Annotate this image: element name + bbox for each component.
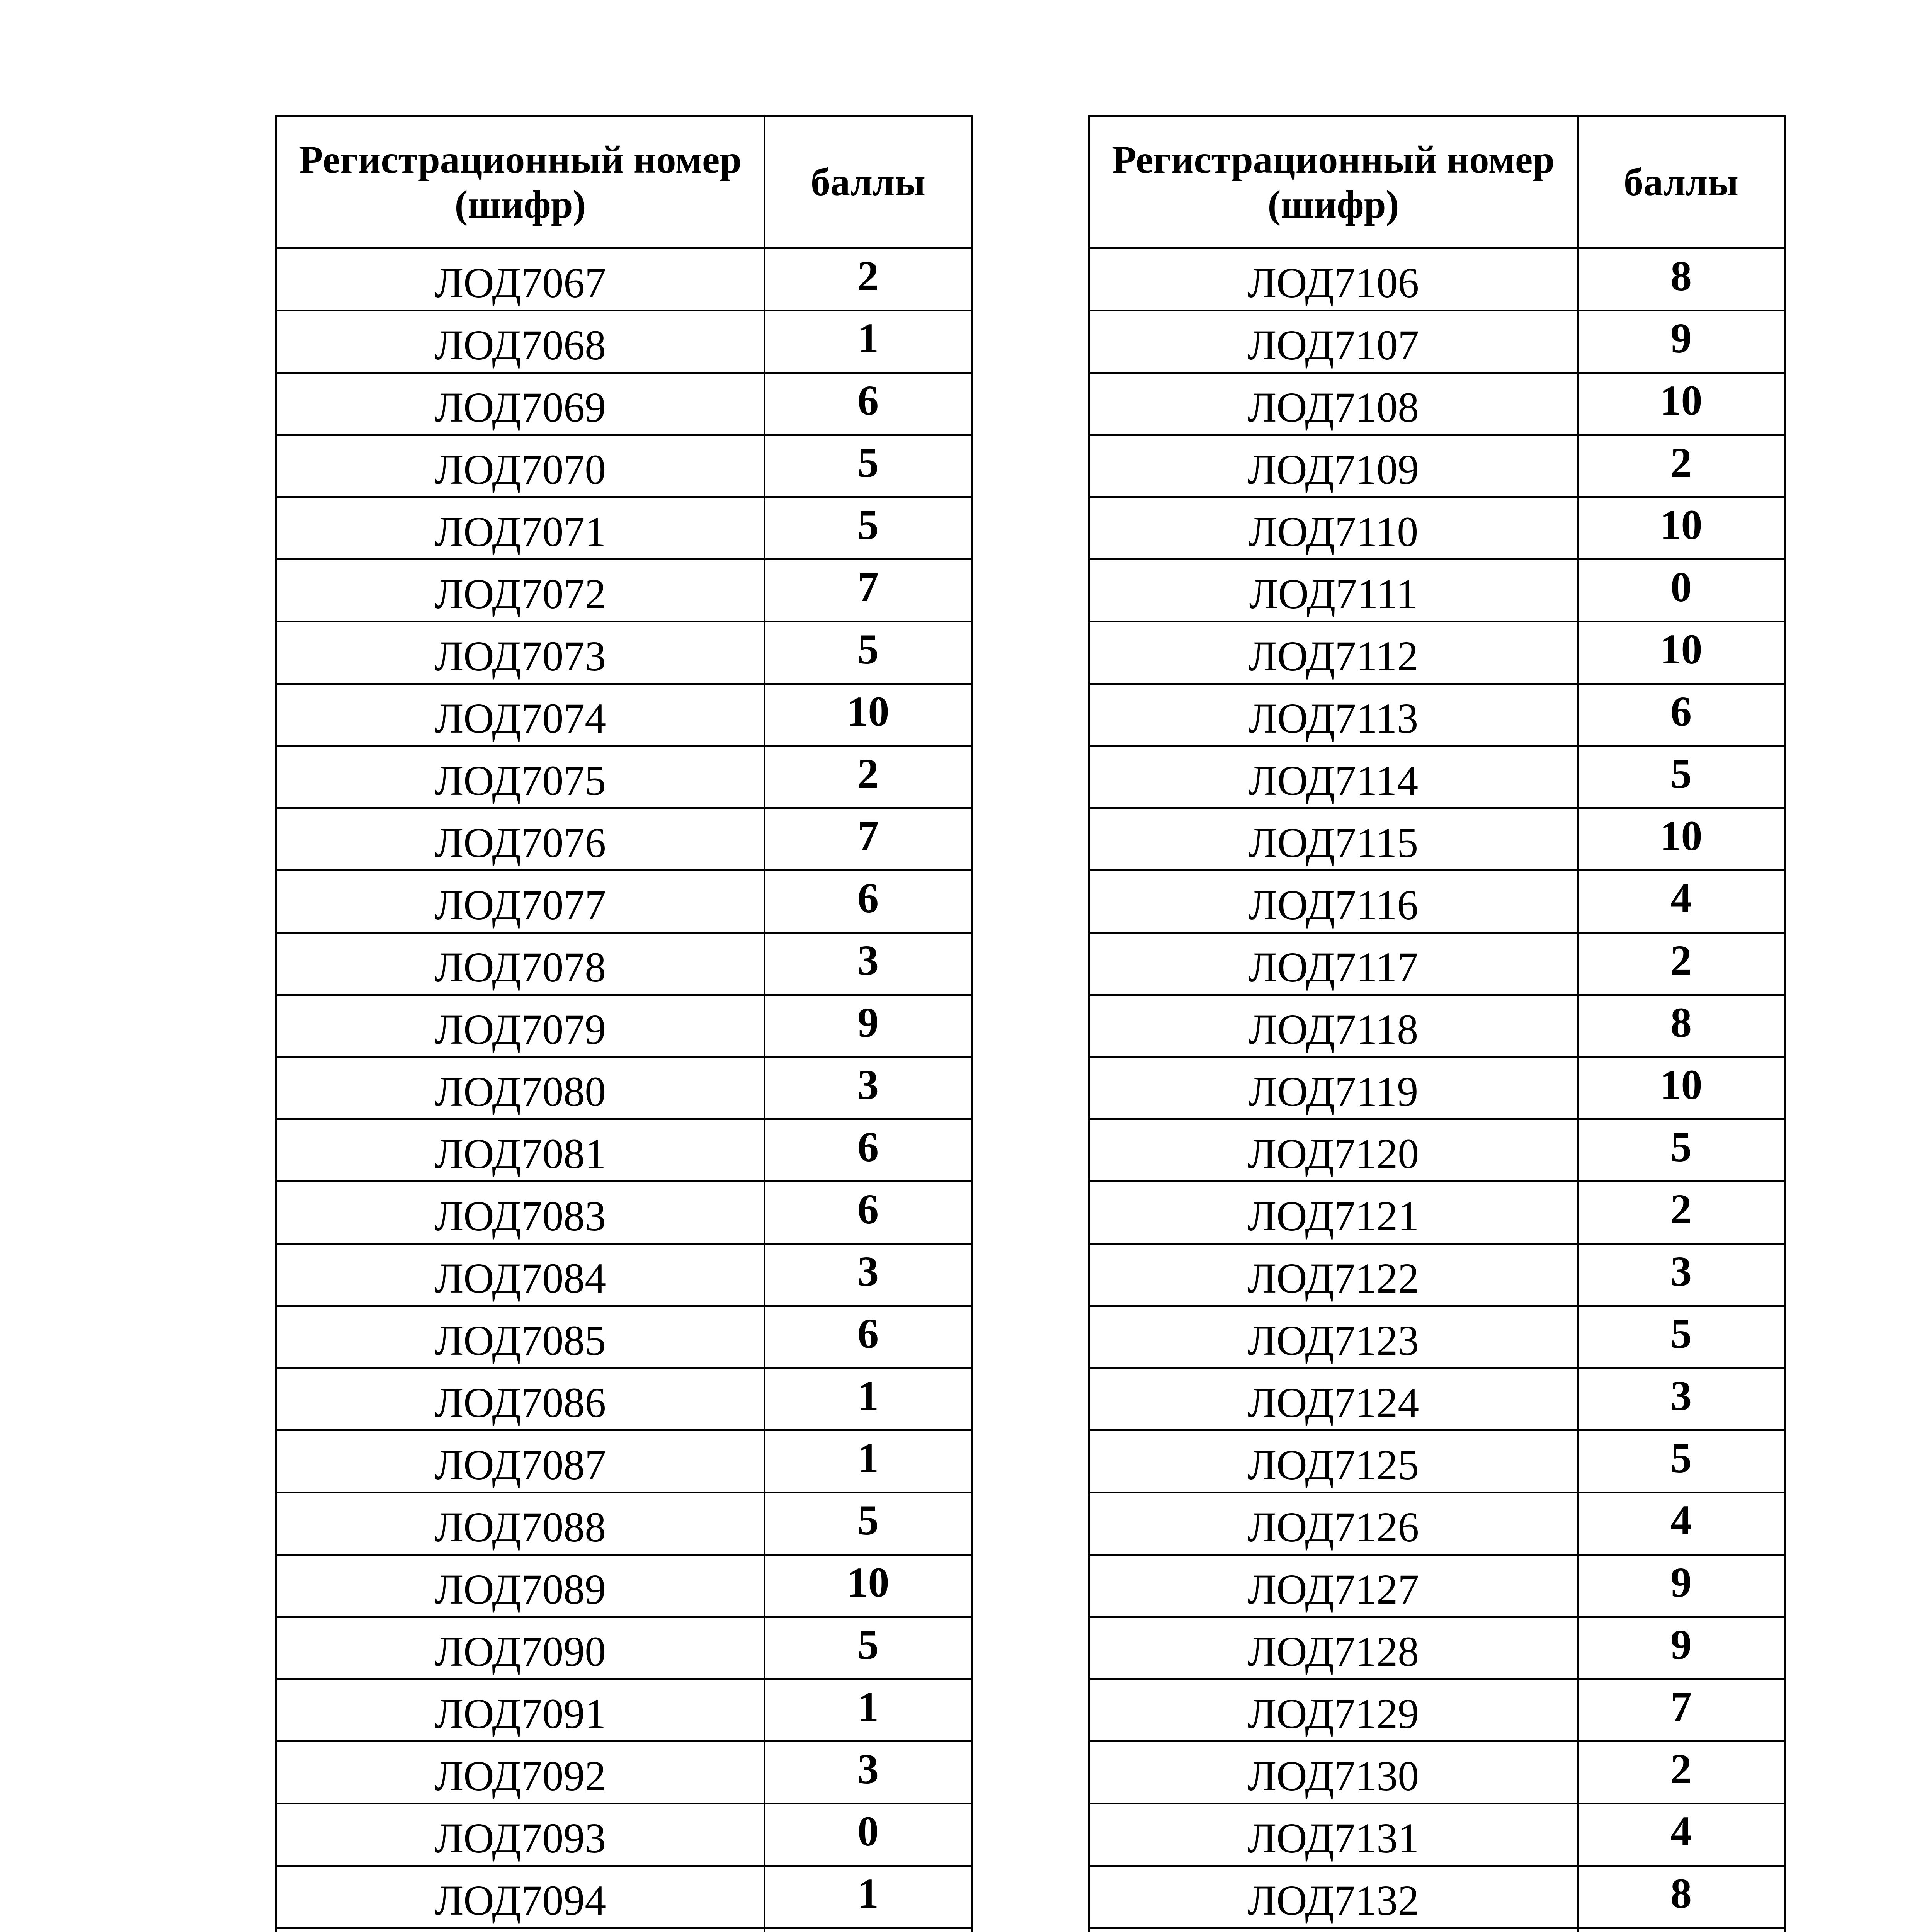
table-row (1089, 560, 1785, 622)
score-cell: 10 (1578, 808, 1785, 871)
score-cell: 5 (765, 497, 972, 560)
score-cell: 2 (765, 746, 972, 808)
registration-number-cell: ЛОД7067 (276, 248, 765, 311)
registration-number-cell: ЛОД7074 (276, 684, 765, 746)
table-row (276, 373, 972, 435)
score-cell: 10 (1578, 622, 1785, 684)
table-row (276, 1493, 972, 1555)
table-row (276, 248, 972, 311)
registration-number-cell: ЛОД7083 (276, 1182, 765, 1244)
table-row (276, 1057, 972, 1119)
table-row (276, 1244, 972, 1306)
table-body-right (1089, 248, 1785, 1932)
score-cell: 5 (765, 435, 972, 497)
table-row (276, 1679, 972, 1742)
score-cell: 5 (1578, 1430, 1785, 1493)
score-cell: 3 (765, 1244, 972, 1306)
table-row (1089, 808, 1785, 871)
registration-number-cell: ЛОД7079 (276, 995, 765, 1057)
registration-number-cell: ЛОД7091 (276, 1679, 765, 1742)
score-cell: 8 (1578, 248, 1785, 311)
registration-number-cell: ЛОД7068 (276, 311, 765, 373)
table-row (1089, 311, 1785, 373)
registration-number-cell: ЛОД7092 (276, 1742, 765, 1804)
results-table-right (1088, 115, 1786, 1932)
registration-number-cell: ЛОД7119 (1089, 1057, 1578, 1119)
score-cell (765, 1928, 972, 1932)
score-cell: 2 (1578, 1182, 1785, 1244)
table-body-left (276, 248, 972, 1932)
registration-number-cell: ЛОД7085 (276, 1306, 765, 1368)
score-cell: 8 (1578, 1866, 1785, 1928)
table-row (276, 497, 972, 560)
table-row (1089, 1244, 1785, 1306)
score-cell: 3 (765, 1057, 972, 1119)
registration-number-cell: ЛОД7077 (276, 871, 765, 933)
registration-number-cell: ЛОД7116 (1089, 871, 1578, 933)
table-row (276, 1617, 972, 1679)
registration-number-cell (276, 1928, 765, 1932)
table-row (276, 1804, 972, 1866)
score-cell: 2 (765, 248, 972, 311)
score-cell: 10 (1578, 497, 1785, 560)
table-row (1089, 1928, 1785, 1932)
score-cell: 1 (765, 1368, 972, 1430)
registration-number-cell: ЛОД7106 (1089, 248, 1578, 311)
score-cell: 4 (1578, 871, 1785, 933)
registration-number-cell: ЛОД7075 (276, 746, 765, 808)
score-cell: 1 (765, 1866, 972, 1928)
score-cell: 7 (765, 808, 972, 871)
registration-number-cell: ЛОД7131 (1089, 1804, 1578, 1866)
score-cell: 1 (765, 1679, 972, 1742)
score-cell: 9 (1578, 311, 1785, 373)
table-header-row (1089, 116, 1785, 248)
registration-number-cell: ЛОД7118 (1089, 995, 1578, 1057)
registration-number-cell: ЛОД7114 (1089, 746, 1578, 808)
table-row (1089, 248, 1785, 311)
table-row (1089, 435, 1785, 497)
registration-number-cell: ЛОД7072 (276, 560, 765, 622)
registration-number-cell: ЛОД7117 (1089, 933, 1578, 995)
table-row (1089, 1742, 1785, 1804)
score-cell: 5 (1578, 746, 1785, 808)
score-cell: 3 (1578, 1244, 1785, 1306)
table-row (276, 1555, 972, 1617)
registration-number-cell: ЛОД7073 (276, 622, 765, 684)
registration-number-cell: ЛОД7111 (1089, 560, 1578, 622)
registration-number-cell: ЛОД7113 (1089, 684, 1578, 746)
registration-number-cell: ЛОД7069 (276, 373, 765, 435)
registration-number-cell: ЛОД7094 (276, 1866, 765, 1928)
table-row (1089, 1057, 1785, 1119)
table-row (276, 1866, 972, 1928)
registration-number-cell: ЛОД7130 (1089, 1742, 1578, 1804)
registration-number-cell: ЛОД7132 (1089, 1866, 1578, 1928)
registration-number-cell (1089, 1928, 1578, 1932)
table-row (276, 808, 972, 871)
score-cell: 6 (765, 1306, 972, 1368)
score-cell: 4 (1578, 1804, 1785, 1866)
score-cell: 0 (1578, 560, 1785, 622)
score-cell: 6 (765, 1119, 972, 1182)
header-registration-number: Регистрационный номер (шифр) (1089, 116, 1578, 248)
registration-number-cell: ЛОД7089 (276, 1555, 765, 1617)
table-row (276, 1742, 972, 1804)
table-row (1089, 1617, 1785, 1679)
score-cell: 5 (765, 1617, 972, 1679)
registration-number-cell: ЛОД7129 (1089, 1679, 1578, 1742)
table-row (1089, 1679, 1785, 1742)
registration-number-cell: ЛОД7126 (1089, 1493, 1578, 1555)
score-cell: 2 (1578, 435, 1785, 497)
registration-number-cell: ЛОД7120 (1089, 1119, 1578, 1182)
header-score: баллы (1578, 116, 1785, 248)
registration-number-cell: ЛОД7125 (1089, 1430, 1578, 1493)
header-registration-number: Регистрационный номер (шифр) (276, 116, 765, 248)
score-cell: 3 (765, 1742, 972, 1804)
score-cell: 9 (1578, 1617, 1785, 1679)
score-cell: 0 (765, 1804, 972, 1866)
table-row (276, 311, 972, 373)
registration-number-cell: ЛОД7087 (276, 1430, 765, 1493)
score-cell: 10 (765, 684, 972, 746)
score-cell: 7 (1578, 1679, 1785, 1742)
score-cell: 2 (1578, 1742, 1785, 1804)
table-row (276, 1306, 972, 1368)
table-row (276, 1182, 972, 1244)
table-row (276, 684, 972, 746)
score-cell: 2 (1578, 933, 1785, 995)
registration-number-cell: ЛОД7110 (1089, 497, 1578, 560)
score-cell: 4 (1578, 1493, 1785, 1555)
registration-number-cell: ЛОД7115 (1089, 808, 1578, 871)
registration-number-cell: ЛОД7121 (1089, 1182, 1578, 1244)
registration-number-cell: ЛОД7078 (276, 933, 765, 995)
table-row (1089, 746, 1785, 808)
score-cell: 10 (765, 1555, 972, 1617)
registration-number-cell: ЛОД7124 (1089, 1368, 1578, 1430)
table-row (276, 622, 972, 684)
table-row (276, 1928, 972, 1932)
registration-number-cell: ЛОД7123 (1089, 1306, 1578, 1368)
score-cell: 8 (1578, 995, 1785, 1057)
score-cell: 1 (765, 311, 972, 373)
registration-number-cell: ЛОД7109 (1089, 435, 1578, 497)
table-row (1089, 1182, 1785, 1244)
score-cell: 5 (765, 1493, 972, 1555)
table-header-row (276, 116, 972, 248)
score-cell: 10 (1578, 373, 1785, 435)
score-cell: 6 (1578, 684, 1785, 746)
registration-number-cell: ЛОД7122 (1089, 1244, 1578, 1306)
table-row (276, 746, 972, 808)
table-row (276, 560, 972, 622)
table-row (1089, 1306, 1785, 1368)
table-row (1089, 497, 1785, 560)
table-row (1089, 1493, 1785, 1555)
score-cell: 5 (765, 622, 972, 684)
registration-number-cell: ЛОД7112 (1089, 622, 1578, 684)
score-cell: 5 (1578, 1119, 1785, 1182)
registration-number-cell: ЛОД7128 (1089, 1617, 1578, 1679)
registration-number-cell: ЛОД7071 (276, 497, 765, 560)
registration-number-cell: ЛОД7086 (276, 1368, 765, 1430)
table-row (1089, 1555, 1785, 1617)
score-cell: 9 (765, 995, 972, 1057)
table-row (276, 933, 972, 995)
score-cell (1578, 1928, 1785, 1932)
registration-number-cell: ЛОД7076 (276, 808, 765, 871)
registration-number-cell: ЛОД7108 (1089, 373, 1578, 435)
table-row (276, 1368, 972, 1430)
score-cell: 6 (765, 373, 972, 435)
table-row (276, 995, 972, 1057)
registration-number-cell: ЛОД7070 (276, 435, 765, 497)
registration-number-cell: ЛОД7088 (276, 1493, 765, 1555)
results-table-left (275, 115, 973, 1932)
score-cell: 6 (765, 871, 972, 933)
table-row (1089, 1368, 1785, 1430)
score-cell: 3 (1578, 1368, 1785, 1430)
score-cell: 10 (1578, 1057, 1785, 1119)
table-row (276, 1119, 972, 1182)
score-cell: 3 (765, 933, 972, 995)
registration-number-cell: ЛОД7080 (276, 1057, 765, 1119)
table-row (276, 871, 972, 933)
table-row (1089, 995, 1785, 1057)
table-row (276, 1430, 972, 1493)
table-row (1089, 933, 1785, 995)
registration-number-cell: ЛОД7093 (276, 1804, 765, 1866)
registration-number-cell: ЛОД7107 (1089, 311, 1578, 373)
registration-number-cell: ЛОД7081 (276, 1119, 765, 1182)
table-row (1089, 1804, 1785, 1866)
table-row (1089, 1866, 1785, 1928)
table-row (1089, 622, 1785, 684)
header-score: баллы (765, 116, 972, 248)
score-cell: 1 (765, 1430, 972, 1493)
registration-number-cell: ЛОД7084 (276, 1244, 765, 1306)
table-row (1089, 1119, 1785, 1182)
table-row (1089, 871, 1785, 933)
registration-number-cell: ЛОД7090 (276, 1617, 765, 1679)
score-cell: 9 (1578, 1555, 1785, 1617)
table-row (1089, 1430, 1785, 1493)
table-row (276, 435, 972, 497)
score-cell: 5 (1578, 1306, 1785, 1368)
table-row (1089, 684, 1785, 746)
score-cell: 7 (765, 560, 972, 622)
registration-number-cell: ЛОД7127 (1089, 1555, 1578, 1617)
table-row (1089, 373, 1785, 435)
score-cell: 6 (765, 1182, 972, 1244)
